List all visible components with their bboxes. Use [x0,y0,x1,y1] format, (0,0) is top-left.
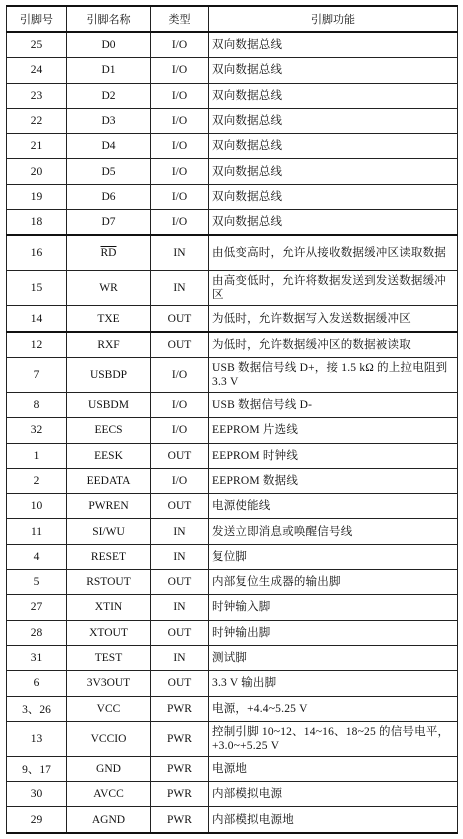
pin-number-cell: 16 [7,235,67,271]
table-row [7,306,458,332]
pin-type-cell: I/O [151,159,209,184]
pin-number-cell: 27 [7,595,67,620]
pin-number-cell: 10 [7,494,67,519]
pin-type-cell: I/O [151,357,209,392]
pin-type-cell: IN [151,595,209,620]
pin-type-cell: I/O [151,108,209,133]
table-row [7,83,458,108]
pin-type-cell: PWR [151,807,209,833]
table-row [7,468,458,493]
pin-function-cell: 双向数据总线 [209,108,458,133]
pin-function-cell: 双向数据总线 [209,58,458,83]
pin-type-cell: I/O [151,134,209,159]
table-row [7,134,458,159]
pin-type-cell: PWR [151,782,209,807]
pin-name-cell: PWREN [67,494,151,519]
pin-type-cell: I/O [151,83,209,108]
pin-function-cell: EEPROM 片选线 [209,418,458,443]
pin-type-cell: I/O [151,32,209,58]
pin-function-cell: 电源使能线 [209,494,458,519]
pin-name-cell: GND [67,756,151,781]
pin-function-cell: 内部模拟电源 [209,782,458,807]
table-row [7,235,458,271]
table-row [7,721,458,756]
pin-function-cell: EEPROM 时钟线 [209,443,458,468]
pin-number-cell: 1 [7,443,67,468]
pin-name-cell: D2 [67,83,151,108]
pin-number-cell: 24 [7,58,67,83]
pin-name-cell: EECS [67,418,151,443]
pin-type-cell: I/O [151,392,209,417]
table-row [7,807,458,833]
header-pin-name: 引脚名称 [67,6,151,32]
pin-name-cell: TEST [67,645,151,670]
table-row [7,271,458,306]
pin-name-cell: RSTOUT [67,570,151,595]
pin-number-cell: 31 [7,645,67,670]
table-header [7,6,458,32]
table-row [7,595,458,620]
pin-name-cell: VCC [67,696,151,721]
pin-type-cell: OUT [151,671,209,696]
pin-type-cell: OUT [151,332,209,358]
pin-name-cell: WR [67,271,151,306]
table-row [7,782,458,807]
pin-name-cell: D0 [67,32,151,58]
pin-name-cell: D3 [67,108,151,133]
pin-type-cell: OUT [151,443,209,468]
pin-type-cell: I/O [151,184,209,209]
pin-function-cell: 时钟输出脚 [209,620,458,645]
pin-function-cell: 双向数据总线 [209,159,458,184]
pin-number-cell: 3、26 [7,696,67,721]
pin-type-cell: I/O [151,468,209,493]
pin-name-cell: D1 [67,58,151,83]
pin-name-cell: SI/WU [67,519,151,544]
pin-type-cell: IN [151,271,209,306]
pin-function-cell: 为低时，允许数据写入发送数据缓冲区 [209,306,458,332]
pin-number-cell: 7 [7,357,67,392]
pin-name-cell: RXF [67,332,151,358]
pin-function-table [6,5,458,834]
pin-name-cell: EEDATA [67,468,151,493]
pin-type-cell: IN [151,645,209,670]
pin-function-cell: 时钟输入脚 [209,595,458,620]
pin-function-cell: 为低时，允许数据缓冲区的数据被读取 [209,332,458,358]
pin-number-cell: 8 [7,392,67,417]
table-row [7,696,458,721]
pin-number-cell: 14 [7,306,67,332]
pin-type-cell: OUT [151,306,209,332]
pin-number-cell: 13 [7,721,67,756]
table-row [7,32,458,58]
table-row [7,519,458,544]
table-row [7,108,458,133]
table-row [7,756,458,781]
table-row [7,332,458,358]
pin-type-cell: PWR [151,696,209,721]
pin-number-cell: 12 [7,332,67,358]
pin-function-cell: 双向数据总线 [209,134,458,159]
pin-type-cell: IN [151,235,209,271]
pin-number-cell: 28 [7,620,67,645]
pin-number-cell: 22 [7,108,67,133]
table-row [7,58,458,83]
pin-function-cell: EEPROM 数据线 [209,468,458,493]
pin-name-cell: XTIN [67,595,151,620]
pin-type-cell: I/O [151,58,209,83]
table-body [7,32,458,833]
pin-name-cell: D4 [67,134,151,159]
table-row [7,671,458,696]
pin-name-cell: USBDM [67,392,151,417]
pin-name-cell: $\overline{RD}$ [67,235,151,271]
pin-function-cell: USB 数据信号线 D+，接 1.5 kΩ 的上拉电阻到 3.3 V [209,357,458,392]
pin-number-cell: 6 [7,671,67,696]
table-row [7,159,458,184]
table-row [7,570,458,595]
header-pin-number: 引脚号 [7,6,67,32]
pin-function-cell: 复位脚 [209,544,458,569]
pin-number-cell: 4 [7,544,67,569]
pin-name-cell: TXE [67,306,151,332]
pin-type-cell: I/O [151,210,209,236]
pin-number-cell: 25 [7,32,67,58]
pin-name-cell: XTOUT [67,620,151,645]
pin-number-cell: 18 [7,210,67,236]
pin-type-cell: OUT [151,620,209,645]
pin-name-cell: D5 [67,159,151,184]
pin-number-cell: 19 [7,184,67,209]
header-function: 引脚功能 [209,6,458,32]
pin-function-cell: 由高变低时，允许将数据发送到发送数据缓冲区 [209,271,458,306]
pin-type-cell: I/O [151,418,209,443]
pin-function-cell: 测试脚 [209,645,458,670]
pin-type-cell: PWR [151,721,209,756]
pin-function-cell: 双向数据总线 [209,210,458,236]
pin-number-cell: 15 [7,271,67,306]
table-row [7,443,458,468]
table-row [7,184,458,209]
header-row [7,6,458,32]
pin-name-cell: AGND [67,807,151,833]
header-type: 类型 [151,6,209,32]
pin-number-cell: 2 [7,468,67,493]
pin-name-cell: VCCIO [67,721,151,756]
pin-type-cell: PWR [151,756,209,781]
pin-function-cell: 控制引脚 10~12、14~16、18~25 的信号电平，+3.0~+5.25 V [209,721,458,756]
table-row [7,392,458,417]
pin-name-cell: RESET [67,544,151,569]
pin-number-cell: 30 [7,782,67,807]
pin-name-cell: D7 [67,210,151,236]
pin-function-cell: 电源，+4.4~5.25 V [209,696,458,721]
pin-type-cell: OUT [151,570,209,595]
pin-number-cell: 29 [7,807,67,833]
table-row [7,645,458,670]
pin-number-cell: 11 [7,519,67,544]
pin-function-cell: 3.3 V 输出脚 [209,671,458,696]
pin-number-cell: 5 [7,570,67,595]
pin-name-cell: EESK [67,443,151,468]
pin-number-cell: 20 [7,159,67,184]
pin-type-cell: IN [151,544,209,569]
pin-function-cell: 双向数据总线 [209,83,458,108]
pin-name-cell: D6 [67,184,151,209]
pin-number-cell: 23 [7,83,67,108]
pin-type-cell: OUT [151,494,209,519]
pin-name-cell: AVCC [67,782,151,807]
pin-name-cell: 3V3OUT [67,671,151,696]
table-row [7,418,458,443]
table-row [7,494,458,519]
pin-function-cell: 内部复位生成器的输出脚 [209,570,458,595]
table-row [7,544,458,569]
pin-name-cell: USBDP [67,357,151,392]
pin-function-cell: 双向数据总线 [209,184,458,209]
pin-function-cell: 发送立即消息或唤醒信号线 [209,519,458,544]
pin-function-cell: 内部模拟电源地 [209,807,458,833]
pin-function-cell: 双向数据总线 [209,32,458,58]
pin-number-cell: 32 [7,418,67,443]
table-row [7,210,458,236]
table-row [7,620,458,645]
pin-function-cell: 电源地 [209,756,458,781]
pin-type-cell: IN [151,519,209,544]
table-row [7,357,458,392]
pin-function-cell: 由低变高时，允许从接收数据缓冲区读取数据 [209,235,458,271]
pin-number-cell: 9、17 [7,756,67,781]
pin-number-cell: 21 [7,134,67,159]
pin-function-cell: USB 数据信号线 D- [209,392,458,417]
